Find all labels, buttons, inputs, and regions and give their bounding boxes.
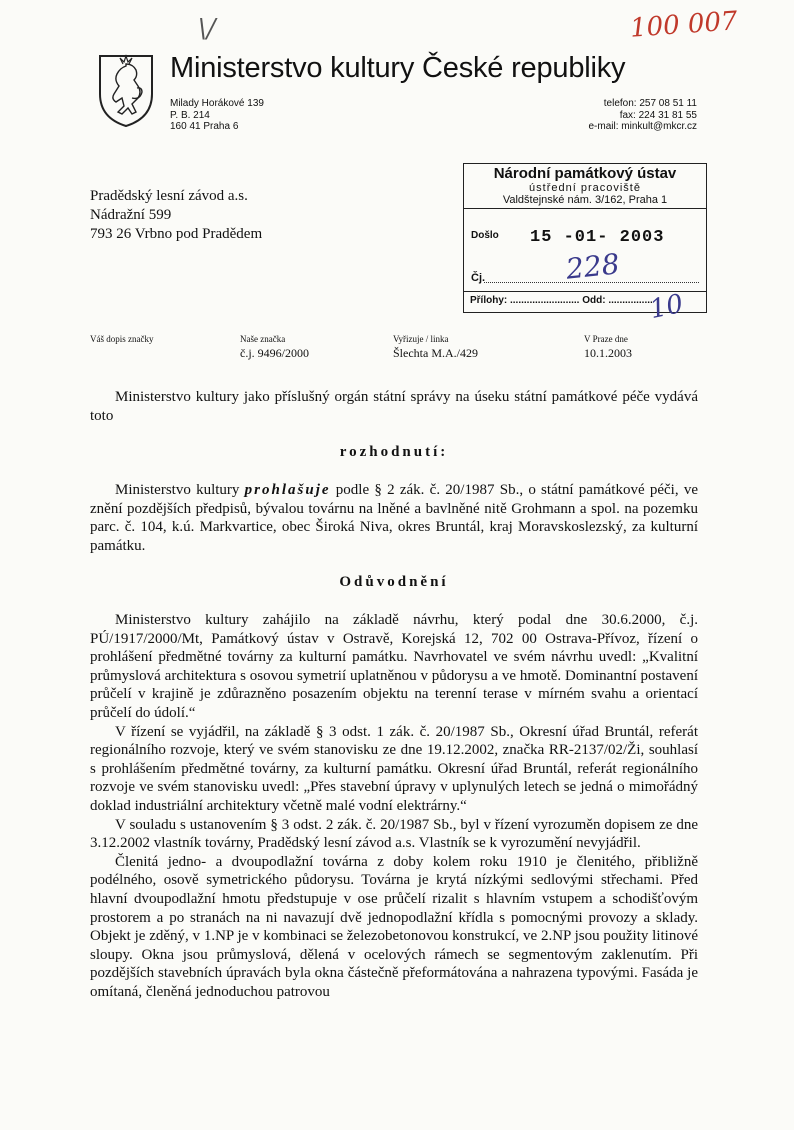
reasoning-paragraph: Ministerstvo kultury zahájilo na základě návrhu, který podal dne 30.6.2000, č.j. PÚ/1917/2000/Mt, Památkový ústav v Ostravě, Korejská 12, 702 00 Ostrava-Přívoz, řízení o prohlášení předmětné továrny za kulturní památku. Navrhovatel ve svém návrhu uvedl: „Kvalitní průmyslová architektura s osovou symetrií uplatněnou v půdorysu a ve hmotě. Dominantní postavení průčelí v krajině je zdůrazněno posazením objektu na terenní terase v mírném svahu a orientací průčelí do údolí.“: [90, 612, 698, 721]
recipient-address: [90, 187, 262, 244]
ref-value: 10.1.2003: [584, 346, 632, 360]
stamp-address: Valdštejnské nám. 3/162, Praha 1: [502, 194, 668, 206]
address-line: P. B. 214: [170, 109, 210, 121]
intro-paragraph: Ministerstvo kultury jako příslušný orgán státní správy na úseku státní památkové péče vydává toto: [90, 389, 698, 424]
recipient-line: 793 26 Vrbno pod Pradědem: [90, 226, 263, 242]
contact-email: e-mail: minkult@mkcr.cz: [588, 121, 697, 132]
stamp-attachments: Přílohy: ......................... Odd: ................: [464, 291, 706, 309]
decision-heading: rozhodnutí:: [339, 444, 449, 460]
ref-date: [584, 332, 632, 360]
address-line: Milady Horákové 139: [170, 98, 264, 109]
contact-fax: fax: 224 31 81 55: [619, 109, 697, 121]
contact-phone: telefon: 257 08 51 11: [603, 98, 697, 109]
stamp-header: [464, 164, 706, 209]
address-line: 160 41 Praha 6: [170, 121, 239, 132]
reasoning-paragraph: V souladu s ustanovením § 3 odst. 2 zák. č. 20/1987 Sb., byl v řízení vyrozuměn dopisem ze dne 3.12.2002 vlastník továrny, Pradědský lesní závod a.s. Vlastník se k vyrozumění nevyjádřil.: [90, 816, 698, 852]
stamp-subtitle: ústřední pracoviště: [529, 182, 641, 194]
ref-handled-by: [393, 332, 478, 360]
decision-text-before: Ministerstvo kultury: [115, 482, 245, 498]
reasoning-heading: Odůvodnění: [339, 574, 449, 590]
ref-value: Šlechta M.A./429: [393, 346, 478, 360]
reasoning-paragraph: Členitá jedno- a dvoupodlažní továrna z doby kolem roku 1910 je členitého, přibližně podélného, osově symetrického půdorysu. Továrna je krytá nízkými sedlovými střechami. Před hlavní dvoupodlažní hmotu předstupuje v ose průčelí rizalit s hlavním vstupem a schodišťovým prostorem a po stranách na ni navazují dvě jednopodlažní křídla s pomocnými provozy a sklady. Objekt je zděný, v 1.NP je v kombinaci se železobetonovou konstrukcí, ve 2.NP jsou použity litinové sloupy. Okna jsou průmyslová, dělená v ocelových rámech se segmentovým zaklenutím. Při pozdějších stavebních úpravách byla okna částečně přeformátována a nahrazena typovými. Fasáda je omítaná, členěná jednoduchou patrovou: [90, 853, 698, 1000]
stamp-received-date: 15 -01- 2003: [530, 228, 665, 247]
stamp-received-label: Došlo: [471, 230, 499, 241]
stamp-organization: Národní památkový ústav: [493, 165, 677, 182]
ref-label: V Praze dne: [584, 334, 628, 344]
recipient-line: Pradědský lesní závod a.s.: [90, 188, 248, 204]
ref-label: Naše značka: [240, 334, 286, 344]
ref-label: Vyřizuje / linka: [393, 334, 449, 344]
handwritten-registry-number: 228: [564, 247, 622, 286]
ministry-address: [170, 98, 264, 133]
ministry-title: Ministerstvo kultury České republiky: [170, 52, 626, 84]
handwritten-attachment-number: 10: [647, 288, 686, 326]
ref-your-letter: [90, 332, 153, 346]
handwritten-reference-number: 100 007: [629, 6, 739, 44]
ref-label: Váš dopis značky: [90, 334, 154, 344]
reasoning-body: [90, 611, 698, 1001]
ref-our-mark: [240, 332, 309, 360]
handwritten-check-mark: \/: [198, 14, 216, 44]
decision-paragraph: [90, 481, 698, 555]
ref-value: č.j. 9496/2000: [240, 346, 309, 360]
recipient-line: Nádražní 599: [90, 207, 172, 223]
coat-of-arms-icon: [96, 50, 156, 128]
reasoning-paragraph: V řízení se vyjádřil, na základě § 3 odst. 1 zák. č. 20/1987 Sb., Okresní úřad Bruntál, referát regionálního rozvoje, který ve svém stanovisku ze dne 19.12.2002, značka RR-2137/02/Ži, souhlasí s prohlášením předmětné továrny, za kulturní památku. Okresní úřad Bruntál, referát regionálního rozvoje ve svém stanovisku uvedl: „Přes stavební úpravy v uplynulých letech se jedná o mimořádný doklad industriální architektury včetně malé vodní elektrárny.“: [90, 723, 698, 814]
decision-verb: prohlašuje: [244, 482, 331, 498]
decision-text-after: podle § 2 zák. č. 20/1987 Sb., o státní památkové péči, ve znění pozdějších předpisů, bývalou továrnu na lněné a bavlněné nitě Grohmann a spol. na pozemku parc. č. 104, k.ú. Markvartice, obec Široká Niva, okres Bruntál, kraj Moravskoslezský, za kulturní památku.: [90, 482, 698, 554]
stamp-reference-label: Čj.: [471, 272, 486, 284]
ministry-contacts: [589, 98, 698, 133]
